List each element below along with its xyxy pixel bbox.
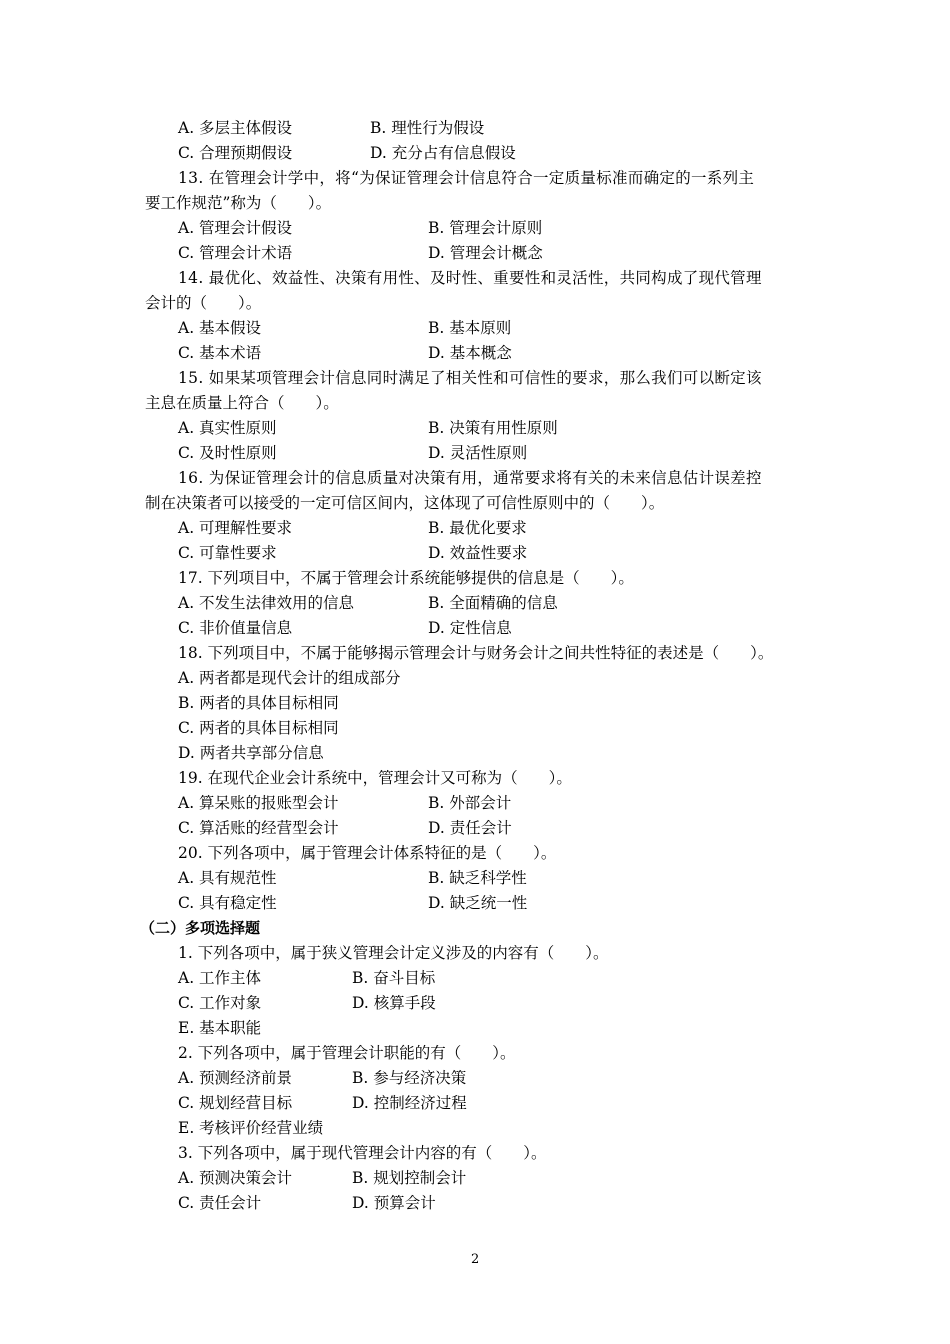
text-line: C. 管理会计术语: [178, 244, 293, 262]
text-line: 16. 为保证管理会计的信息质量对决策有用，通常要求将有关的未来信息估计误差控: [178, 469, 762, 487]
text-line: D. 预算会计: [352, 1194, 436, 1212]
text-line: A. 预测经济前景: [178, 1069, 293, 1087]
text-line: D. 两者共享部分信息: [178, 744, 324, 762]
text-line: B. 缺乏科学性: [428, 869, 527, 887]
text-line: B. 外部会计: [428, 794, 512, 812]
text-line: C. 基本术语: [178, 344, 262, 362]
text-line: 1. 下列各项中，属于狭义管理会计定义涉及的内容有（ ）。: [178, 944, 609, 962]
text-line: E. 基本职能: [178, 1019, 262, 1037]
text-line: 主息在质量上符合（ ）。: [145, 394, 339, 412]
text-line: 14. 最优化、效益性、决策有用性、及时性、重要性和灵活性，共同构成了现代管理: [178, 269, 762, 287]
text-line: A. 具有规范性: [178, 869, 277, 887]
text-line: A. 可理解性要求: [178, 519, 293, 537]
text-line: A. 工作主体: [178, 969, 262, 987]
text-line: C. 规划经营目标: [178, 1094, 293, 1112]
text-line: 要工作规范”称为（ ）。: [145, 194, 332, 212]
page-number: 2: [471, 1252, 480, 1267]
text-line: A. 基本假设: [178, 319, 262, 337]
text-line: D. 定性信息: [428, 619, 512, 637]
section-heading: （二）多项选择题: [140, 919, 261, 937]
text-line: D. 核算手段: [352, 994, 436, 1012]
text-line: C. 具有稳定性: [178, 894, 277, 912]
text-line: B. 决策有用性原则: [428, 419, 558, 437]
text-line: C. 责任会计: [178, 1194, 262, 1212]
text-line: A. 预测决策会计: [178, 1169, 293, 1187]
text-line: B. 规划控制会计: [352, 1169, 467, 1187]
text-line: 19. 在现代企业会计系统中，管理会计又可称为（ ）。: [178, 769, 572, 787]
text-line: 3. 下列各项中，属于现代管理会计内容的有（ ）。: [178, 1144, 547, 1162]
text-line: B. 理性行为假设: [370, 119, 485, 137]
text-line: A. 算呆账的报账型会计: [178, 794, 339, 812]
text-line: A. 真实性原则: [178, 419, 277, 437]
text-line: C. 可靠性要求: [178, 544, 277, 562]
text-line: C. 及时性原则: [178, 444, 277, 462]
text-line: D. 缺乏统一性: [428, 894, 528, 912]
text-line: D. 管理会计概念: [428, 244, 543, 262]
text-line: B. 参与经济决策: [352, 1069, 467, 1087]
text-line: D. 效益性要求: [428, 544, 528, 562]
text-line: D. 控制经济过程: [352, 1094, 467, 1112]
text-line: D. 灵活性原则: [428, 444, 528, 462]
text-line: A. 多层主体假设: [178, 119, 293, 137]
text-line: C. 合理预期假设: [178, 144, 293, 162]
text-line: D. 充分占有信息假设: [370, 144, 516, 162]
text-line: B. 最优化要求: [428, 519, 527, 537]
text-line: B. 两者的具体目标相同: [178, 694, 339, 712]
text-line: B. 基本原则: [428, 319, 512, 337]
text-line: D. 责任会计: [428, 819, 512, 837]
text-line: 20. 下列各项中，属于管理会计体系特征的是（ ）。: [178, 844, 557, 862]
text-line: 2. 下列各项中，属于管理会计职能的有（ ）。: [178, 1044, 516, 1062]
text-line: B. 奋斗目标: [352, 969, 436, 987]
text-line: C. 非价值量信息: [178, 619, 293, 637]
text-line: A. 管理会计假设: [178, 219, 293, 237]
text-line: 13. 在管理会计学中，将“为保证管理会计信息符合一定质量标准而确定的一系列主: [178, 169, 755, 187]
text-line: D. 基本概念: [428, 344, 512, 362]
text-line: C. 工作对象: [178, 994, 262, 1012]
text-line: A. 两者都是现代会计的组成部分: [178, 669, 401, 687]
text-line: 会计的（ ）。: [145, 294, 262, 312]
text-line: E. 考核评价经营业绩: [178, 1119, 324, 1137]
text-line: C. 两者的具体目标相同: [178, 719, 339, 737]
text-line: C. 算活账的经营型会计: [178, 819, 339, 837]
text-line: B. 管理会计原则: [428, 219, 543, 237]
text-line: B. 全面精确的信息: [428, 594, 558, 612]
text-line: 18. 下列项目中，不属于能够揭示管理会计与财务会计之间共性特征的表述是（ ）。: [178, 644, 774, 662]
text-line: 15. 如果某项管理会计信息同时满足了相关性和可信性的要求，那么我们可以断定该: [178, 369, 762, 387]
text-line: A. 不发生法律效用的信息: [178, 594, 355, 612]
text-line: 制在决策者可以接受的一定可信区间内，这体现了可信性原则中的（ ）。: [145, 494, 665, 512]
text-line: 17. 下列项目中，不属于管理会计系统能够提供的信息是（ ）。: [178, 569, 634, 587]
